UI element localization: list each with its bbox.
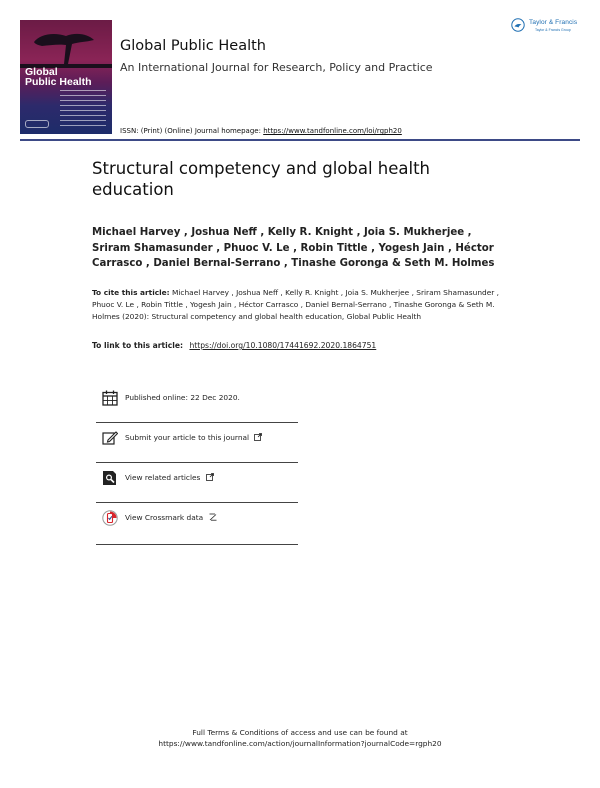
crossmark-link[interactable] — [125, 513, 217, 522]
search-document-icon — [102, 470, 118, 486]
row-divider — [96, 502, 298, 503]
citation-text: Michael Harvey , Joshua Neff , Kelly R. Knight , Joia S. Mukherjee , Sriram Shamasunder , Phuoc V. Le , Robin Tittle , Yogesh Jain , Héctor Carrasco , Daniel Bernal-Serrano , Tinashe Goronga & Seth M. Holmes (2020): Structural competency and global health education, Global Public Health — [92, 288, 500, 321]
crossmark-label: View Crossmark data — [125, 513, 204, 522]
publisher-name: Taylor & Francis — [529, 19, 578, 26]
external-link-icon — [206, 473, 214, 481]
citation-label: To cite this article: — [92, 288, 170, 297]
publisher-logo[interactable] — [511, 17, 581, 37]
cover-title-line1: Global — [25, 66, 58, 78]
submit-article-link[interactable] — [125, 433, 262, 442]
row-divider — [96, 544, 298, 545]
crossmark-link-icon — [209, 513, 217, 521]
crossmark-icon — [102, 510, 118, 526]
external-link-icon — [254, 433, 262, 441]
cover-publisher-mark — [25, 120, 49, 128]
row-divider — [96, 422, 298, 423]
header-divider — [20, 139, 580, 141]
cover-contents-lines — [60, 90, 106, 130]
doi-label: To link to this article: — [92, 341, 184, 350]
journal-subtitle: An International Journal for Research, Policy and Practice — [120, 61, 433, 74]
issn-label: ISSN: (Print) (Online) Journal homepage: — [120, 127, 261, 135]
citation-block — [92, 287, 512, 323]
publisher-logo-icon — [511, 18, 525, 32]
related-articles-label: View related articles — [125, 473, 201, 482]
crossmark-row[interactable] — [96, 506, 298, 544]
doi-link[interactable]: https://doi.org/10.1080/17441692.2020.1864751 — [189, 341, 377, 350]
submit-article-row[interactable] — [96, 426, 298, 464]
doi-line — [92, 341, 376, 350]
footer-terms-link[interactable]: https://www.tandfonline.com/action/journalInformation?journalCode=rgph20 — [158, 739, 442, 748]
related-articles-row[interactable] — [96, 466, 298, 504]
submit-article-label: Submit your article to this journal — [125, 433, 250, 442]
published-row — [96, 386, 298, 424]
related-articles-link[interactable] — [125, 473, 214, 482]
edit-icon — [102, 430, 118, 446]
published-date-text: Published online: 22 Dec 2020. — [125, 393, 240, 402]
calendar-icon — [102, 390, 118, 406]
issn-line — [120, 127, 402, 135]
journal-cover-image — [20, 20, 112, 134]
article-title: Structural competency and global health education — [92, 159, 431, 199]
author-list[interactable]: Michael Harvey , Joshua Neff , Kelly R. Knight , Joia S. Mukherjee , Sriram Shamasunder , Phuoc V. Le , Robin Tittle , Yogesh Jain , Héctor Carrasco , Daniel Bernal-Serrano , Tinashe Goronga & Seth M. Holmes — [92, 227, 495, 269]
cover-title — [25, 67, 92, 87]
footer — [0, 727, 600, 749]
journal-title[interactable]: Global Public Health — [120, 38, 266, 54]
footer-terms-text: Full Terms & Conditions of access and use can be found at — [192, 728, 408, 737]
cover-title-line2: Public Health — [25, 76, 92, 88]
publisher-tagline: Taylor & Francis Group — [535, 28, 571, 32]
row-divider — [96, 462, 298, 463]
journal-homepage-link[interactable]: https://www.tandfonline.com/loi/rgph20 — [263, 127, 402, 135]
